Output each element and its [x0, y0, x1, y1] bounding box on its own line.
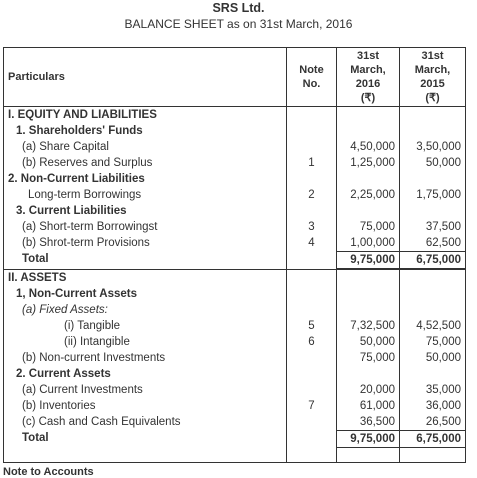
row-amount-2015: 26,500: [400, 414, 466, 430]
row-amount-2016: 75,000: [337, 219, 400, 235]
row-amount-2015: 62,500: [400, 235, 466, 251]
table-row: [4, 382, 466, 398]
row-note: [287, 302, 337, 318]
row-label: (a) Current Investments: [4, 382, 287, 398]
row-note: 3: [287, 219, 337, 235]
row-label: (b) Inventories: [4, 398, 287, 414]
table-row: [4, 203, 466, 219]
row-amount-2016: [337, 123, 400, 139]
row-amount-2016: 50,000: [337, 334, 400, 350]
row-amount-2016: [337, 366, 400, 382]
table-row: [4, 350, 466, 366]
row-amount-2016: 20,000: [337, 382, 400, 398]
row-amount-2015: 35,000: [400, 382, 466, 398]
row-amount-2015: [400, 171, 466, 187]
row-label: (a) Short-term Borrowingst: [4, 219, 287, 235]
table-row: [4, 270, 466, 287]
total-value: 6,75,000: [400, 251, 465, 269]
spacer-cell: [400, 448, 466, 463]
table-row: [4, 398, 466, 414]
note-header-line-1: Note: [299, 64, 324, 76]
spacer-cell: [4, 448, 287, 463]
row-amount-2015: 37,500: [400, 219, 466, 235]
row-label: 2. Non-Current Liabilities: [4, 171, 287, 187]
year-2015-header: [400, 48, 466, 107]
table-row: [4, 219, 466, 235]
y2015-line-2: March,: [414, 64, 451, 76]
row-amount-2015: [400, 251, 466, 270]
row-label: (a) Share Capital: [4, 139, 287, 155]
total-value: 9,75,000: [337, 251, 399, 269]
total-value: 6,75,000: [400, 430, 465, 448]
row-note: [287, 203, 337, 219]
y2015-line-1: 31st: [421, 50, 444, 62]
note-header-line-2: No.: [302, 78, 321, 90]
row-amount-2016: 36,500: [337, 414, 400, 430]
row-amount-2015: 3,50,000: [400, 139, 466, 155]
y2016-line-1: 31st: [356, 50, 380, 62]
row-amount-2015: 36,000: [400, 398, 466, 414]
header-row: [4, 48, 466, 107]
table-row: [4, 171, 466, 187]
row-note: [287, 139, 337, 155]
notes-heading: Note to Accounts: [3, 466, 94, 478]
table-row: [4, 318, 466, 334]
table-row: [4, 155, 466, 171]
row-note: [287, 123, 337, 139]
row-note: 7: [287, 398, 337, 414]
row-amount-2016: [337, 302, 400, 318]
row-note: [287, 382, 337, 398]
row-amount-2015: [400, 270, 466, 287]
sheet-title: BALANCE SHEET as on 31st March, 2016: [124, 17, 353, 31]
row-amount-2016: [337, 430, 400, 448]
row-label: (c) Cash and Cash Equivalents: [4, 414, 287, 430]
row-label: (b) Non-current Investments: [4, 350, 287, 366]
row-label: 3. Current Liabilities: [4, 203, 287, 219]
company-name: SRS Ltd.: [212, 1, 265, 15]
row-note: [287, 107, 337, 124]
row-amount-2015: 50,000: [400, 350, 466, 366]
row-amount-2016: 4,50,000: [337, 139, 400, 155]
row-amount-2015: [400, 203, 466, 219]
total-value: 9,75,000: [337, 430, 399, 448]
row-note: [287, 270, 337, 287]
row-amount-2016: 7,32,500: [337, 318, 400, 334]
row-note: 5: [287, 318, 337, 334]
row-note: [287, 251, 337, 270]
table-row: [4, 302, 466, 318]
row-amount-2016: [337, 286, 400, 302]
row-amount-2015: [400, 302, 466, 318]
spacer-cell: [337, 448, 400, 463]
row-amount-2015: [400, 430, 466, 448]
row-amount-2015: [400, 123, 466, 139]
row-label: (b) Shrot-term Provisions: [4, 235, 287, 251]
row-label: Long-term Borrowings: [4, 187, 287, 203]
y2016-line-2: March,: [350, 64, 386, 76]
row-label: (i) Tangible: [4, 318, 287, 334]
row-note: 1: [287, 155, 337, 171]
particulars-header: Particulars: [4, 48, 287, 107]
total-row: [4, 251, 466, 270]
total-row: [4, 430, 466, 448]
row-note: [287, 414, 337, 430]
row-amount-2015: [400, 286, 466, 302]
table-row: [4, 235, 466, 251]
row-amount-2016: [337, 107, 400, 124]
table-row: [4, 366, 466, 382]
y2016-line-3: 2016: [355, 78, 381, 90]
table-row: [4, 123, 466, 139]
y2015-line-3: 2015: [420, 78, 445, 90]
row-label: 1, Non-Current Assets: [4, 286, 287, 302]
row-amount-2015: [400, 107, 466, 124]
table-row: [4, 286, 466, 302]
row-amount-2016: 1,25,000: [337, 155, 400, 171]
table-row: [4, 414, 466, 430]
table-row: [4, 187, 466, 203]
row-label: (a) Fixed Assets:: [4, 302, 287, 318]
balance-sheet-table: [3, 47, 466, 463]
row-label: (b) Reserves and Surplus: [4, 155, 287, 171]
spacer-cell: [287, 448, 337, 463]
row-label: 1. Shareholders' Funds: [4, 123, 287, 139]
row-amount-2016: [337, 251, 400, 270]
row-label: I. EQUITY AND LIABILITIES: [4, 107, 287, 124]
row-amount-2015: 75,000: [400, 334, 466, 350]
row-label: (ii) Intangible: [4, 334, 287, 350]
row-label: Total: [4, 251, 287, 270]
row-label: Total: [4, 430, 287, 448]
row-amount-2016: 61,000: [337, 398, 400, 414]
row-amount-2016: 1,00,000: [337, 235, 400, 251]
row-note: [287, 350, 337, 366]
row-note: 2: [287, 187, 337, 203]
row-amount-2015: 4,52,500: [400, 318, 466, 334]
row-amount-2016: 75,000: [337, 350, 400, 366]
year-2016-header: [337, 48, 400, 107]
row-note: 6: [287, 334, 337, 350]
table-row: [4, 334, 466, 350]
y2016-line-4: (₹): [360, 92, 376, 104]
row-note: [287, 366, 337, 382]
row-amount-2015: 50,000: [400, 155, 466, 171]
row-note: 4: [287, 235, 337, 251]
row-amount-2016: 2,25,000: [337, 187, 400, 203]
row-note: [287, 430, 337, 448]
row-amount-2016: [337, 270, 400, 287]
row-label: II. ASSETS: [4, 270, 287, 287]
row-amount-2016: [337, 171, 400, 187]
row-amount-2015: [400, 366, 466, 382]
row-note: [287, 286, 337, 302]
table-row: [4, 107, 466, 124]
table-row: [4, 139, 466, 155]
row-label: 2. Current Assets: [4, 366, 287, 382]
row-note: [287, 171, 337, 187]
table-bottom-spacer: [4, 448, 466, 463]
row-amount-2016: [337, 203, 400, 219]
note-header: [287, 48, 337, 107]
row-amount-2015: 1,75,000: [400, 187, 466, 203]
y2015-line-4: (₹): [425, 92, 440, 104]
